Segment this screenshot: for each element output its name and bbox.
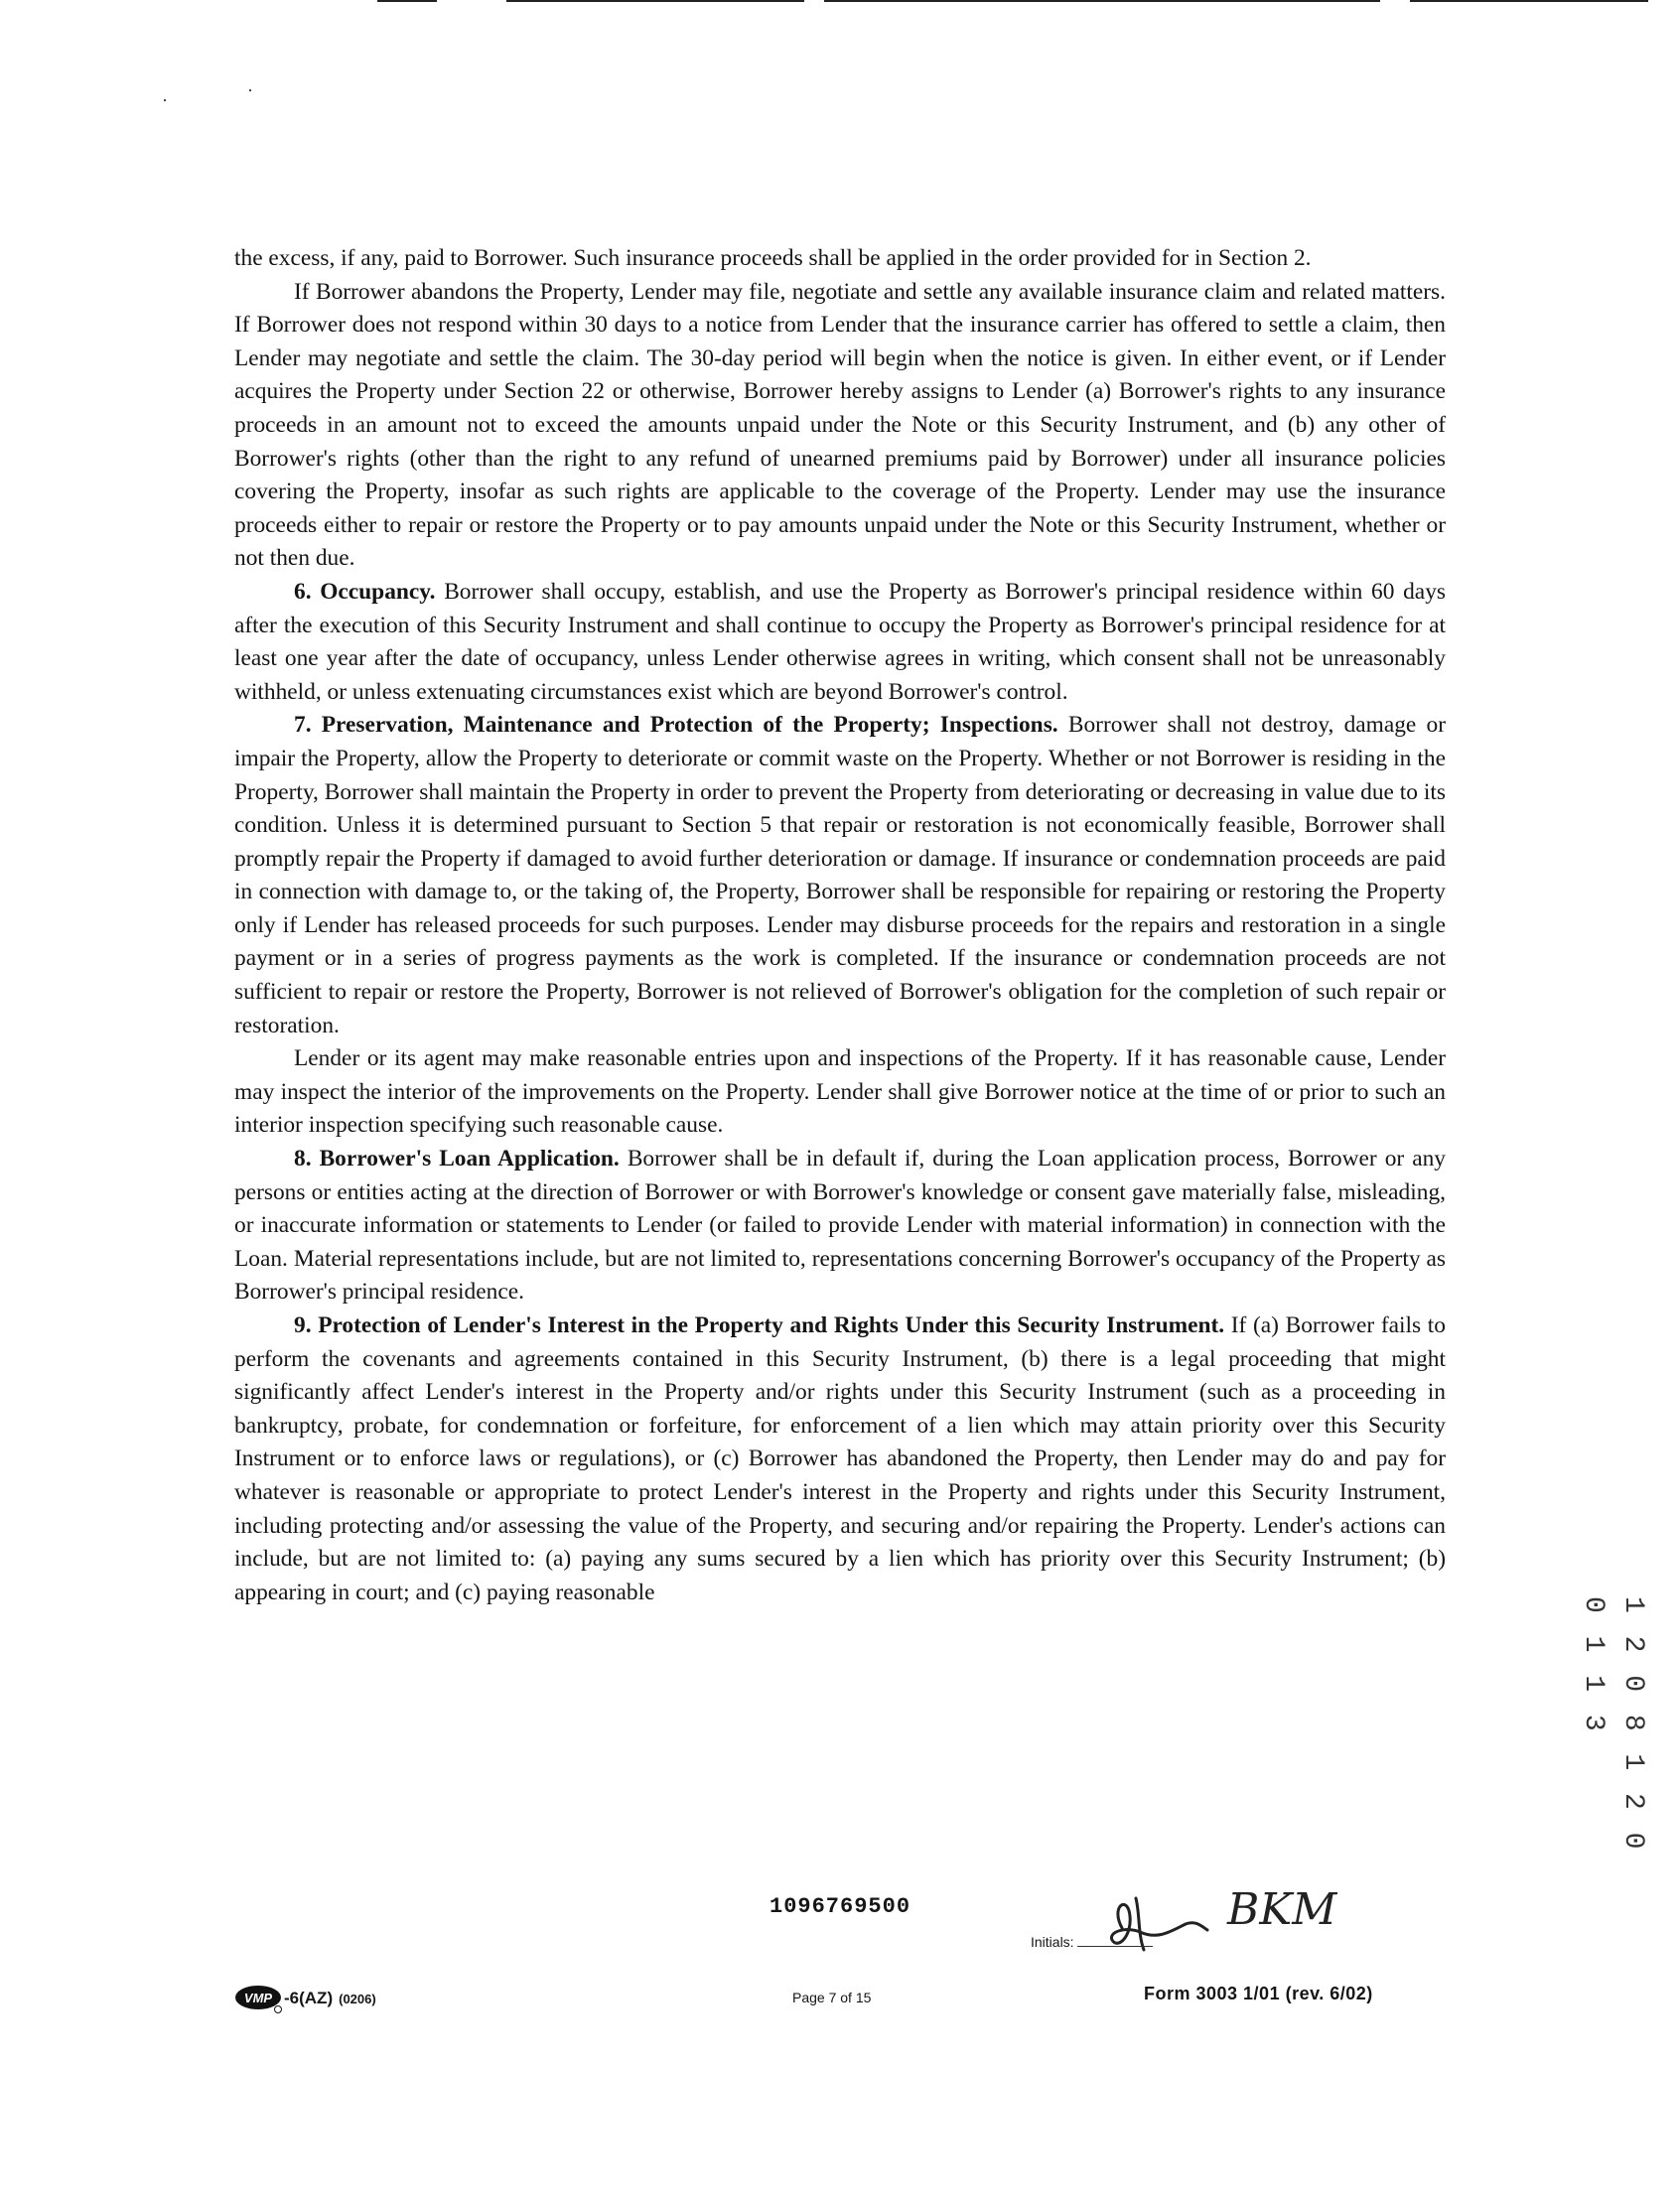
paragraph-heading: 8. Borrower's Loan Application. <box>294 1146 620 1172</box>
paragraph-loan-application <box>234 1143 1446 1309</box>
paragraph-heading: 7. Preservation, Maintenance and Protection of the Property; Inspections. <box>294 712 1058 739</box>
vmp-logo-text: VMP <box>243 1991 273 2005</box>
paragraph-heading: 6. Occupancy. <box>294 578 436 605</box>
paragraph <box>234 1042 1446 1143</box>
recording-number: 1 2 0 8 1 2 0 0 1 1 3 <box>1578 1596 1648 1853</box>
vmp-logo-icon <box>234 1984 282 2013</box>
form-code-text: -6(AZ) <box>284 1989 334 2007</box>
scan-speck <box>164 99 166 101</box>
loan-number: 1096769500 <box>770 1894 911 1919</box>
paragraph-text: Borrower shall not destroy, damage or impair the Property, allow the Property to deteriorate or commit waste on the Property. Whether or not Borrower is residing in the Property, Borrower shall maintain the Property in order to prevent the Property from deteriorating or decreasing in value due to its condition. Unless it is determined pursuant to Section 5 that repair or restoration is not economically feasible, Borrower shall promptly repair the Property if damaged to avoid further deterioration or damage. If insurance or condemnation proceeds are paid in connection with damage to, or the taking of, the Property, Borrower shall be responsible for repairing or restoring the Property only if Lender has released proceeds for such purposes. Lender may disburse proceeds for the repairs and restoration in a single payment or in a series of progress payments as the work is completed. If the insurance or condemnation proceeds are not sufficient to repair or restore the Property, Borrower is not relieved of Borrower's obligation for the completion of such repair or restoration. <box>234 712 1447 1038</box>
form-code <box>234 1984 376 2013</box>
initials-signature <box>1100 1866 1358 1966</box>
paragraph-text: Lender or its agent may make reasonable entries upon and inspections of the Property. If it has reasonable cause, Lender may inspect the interior of the improvements on the Property. Lender shall give Borrower notice at the time of or prior to such an interior inspection specifying such reasonable cause. <box>234 1045 1446 1139</box>
form-number: Form 3003 1/01 (rev. 6/02) <box>1144 1984 1373 2003</box>
paragraph-text: the excess, if any, paid to Borrower. Such insurance proceeds shall be applied in the order provided for in Section 2. <box>234 245 1312 271</box>
paragraph-preservation <box>234 709 1446 1042</box>
paragraph-text: Borrower shall be in default if, during the Loan application process, Borrower or any persons or entities acting at the direction of Borrower or with Borrower's knowledge or consent gave materially false, misleading, or inaccurate information or statements to Lender (or failed to provide Lender with material information) in connection with the Loan. Material representations include, but are not limited to, representations concerning Borrower's occupancy of the Property as Borrower's principal residence. <box>234 1146 1446 1306</box>
paragraph-protection <box>234 1309 1446 1609</box>
paragraph <box>234 276 1446 576</box>
document-body <box>234 242 1446 1609</box>
paragraph-text: If Borrower abandons the Property, Lender may file, negotiate and settle any available insurance claim and related matters. If Borrower does not respond within 30 days to a notice from Lender that the insurance carrier has offered to settle a claim, then Lender may negotiate and settle the claim. The 30-day period will begin when the notice is given. In either event, or if Lender acquires the Property under Section 22 or otherwise, Borrower hereby assigns to Lender (a) Borrower's rights to any insurance proceeds in an amount not to exceed the amounts unpaid under the Note or this Security Instrument, and (b) any other of Borrower's rights (other than the right to any refund of unearned premiums paid by Borrower) under all insurance policies covering the Property, insofar as such rights are applicable to the coverage of the Property. Lender may use the insurance proceeds either to repair or restore the Property or to pay amounts unpaid under the Note or this Security Instrument, whether or not then due. <box>234 278 1446 572</box>
paragraph-occupancy <box>234 576 1446 709</box>
scan-speck <box>249 89 251 91</box>
initials-text: BKM <box>1227 1884 1337 1935</box>
paragraph-text: Borrower shall occupy, establish, and use the Property as Borrower's principal residence within 60 days after the execution of this Security Instrument and shall continue to occupy the Property as Borrower's principal residence for at least one year after the date of occupancy, unless Lender otherwise agrees in writing, which consent shall not be unreasonably withheld, or unless extenuating circumstances exist which are beyond Borrower's control. <box>234 578 1446 705</box>
form-code-date: (0206) <box>339 1991 376 2006</box>
paragraph-heading: 9. Protection of Lender's Interest in the Property and Rights Under this Security Instrument. <box>294 1312 1225 1338</box>
initials-line <box>1077 1946 1153 1947</box>
page-number: Page 7 of 15 <box>792 1990 872 2005</box>
paragraph <box>234 242 1446 276</box>
scan-top-edge <box>0 0 1680 3</box>
initials-label: Initials: <box>1031 1934 1074 1950</box>
paragraph-text: If (a) Borrower fails to perform the covenants and agreements contained in this Security Instrument, (b) there is a legal proceeding that might significantly affect Lender's interest in the Property and/or rights under this Security Instrument (such as a proceeding in bankruptcy, probate, for condemnation or forfeiture, for enforcement of a lien which may attain priority over this Security Instrument or to enforce laws or regulations), or (c) Borrower has abandoned the Property, then Lender may do and pay for whatever is reasonable or appropriate to protect Lender's interest in the Property and rights under this Security Instrument, including protecting and/or assessing the value of the Property, and securing and/or repairing the Property. Lender's actions can include, but are not limited to: (a) paying any sums secured by a lien which has priority over this Security Instrument; (b) appearing in court; and (c) paying reasonable <box>234 1312 1446 1605</box>
